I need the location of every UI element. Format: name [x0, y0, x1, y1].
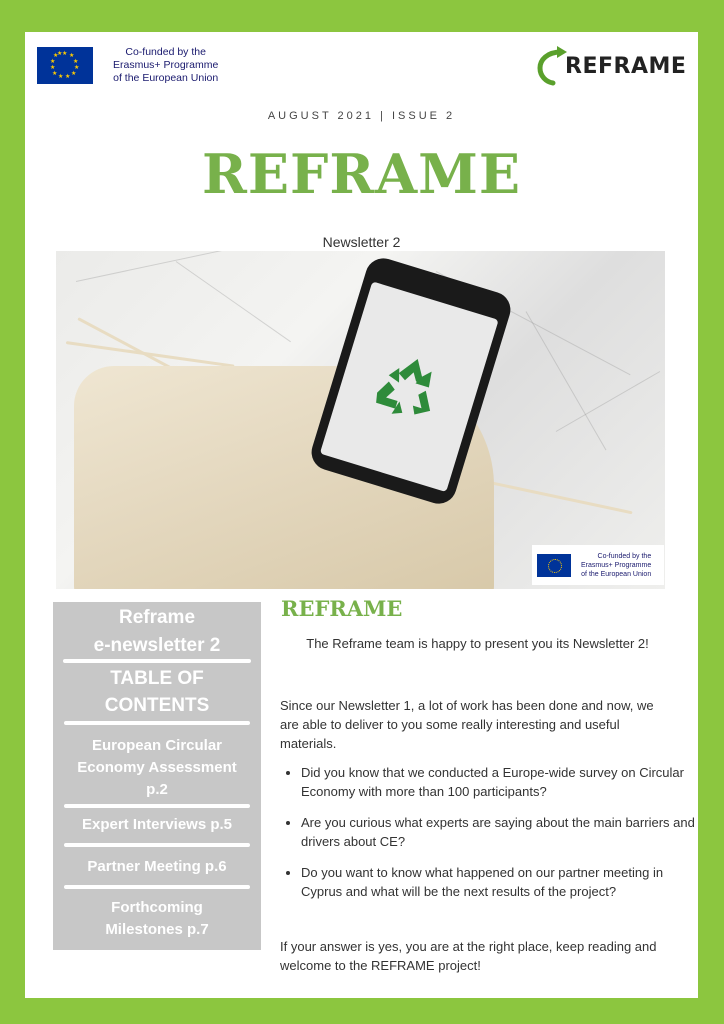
- toc-heading: TABLE OF: [110, 668, 204, 689]
- eu-flag-icon: [537, 554, 571, 577]
- hero-eu-line: of the European Union: [581, 570, 652, 578]
- brand-wordmark: REFRAME: [565, 53, 687, 79]
- section-title: REFRAME: [281, 596, 403, 621]
- toc-item[interactable]: [53, 897, 261, 941]
- table-of-contents: [53, 602, 261, 950]
- eu-flag-icon: ★ ★ ★ ★ ★ ★ ★ ★ ★ ★ ★ ★: [37, 47, 93, 84]
- toc-heading: e-newsletter 2: [93, 635, 221, 656]
- toc-heading: CONTENTS: [104, 695, 210, 716]
- list-item: • Do you want to know what happened on our partner meeting in Cyprus and what will be the next results of the project?: [301, 863, 698, 901]
- reframe-brand-logo: [537, 42, 687, 90]
- toc-item[interactable]: [53, 856, 261, 878]
- newsletter-subtitle: Newsletter 2: [322, 234, 401, 250]
- toc-divider: [64, 804, 250, 808]
- hero-eu-badge: [532, 545, 664, 585]
- list-item: • Did you know that we conducted a Europe-wide survey on Circular Economy with more than 100 participants?: [301, 763, 698, 801]
- newsletter-title: REFRAME: [201, 142, 522, 206]
- eu-funding-text: [113, 46, 218, 85]
- toc-divider: [63, 659, 251, 663]
- toc-heading: Reframe: [118, 607, 196, 628]
- toc-item-line: Forthcoming: [111, 899, 203, 916]
- hero-image: [56, 251, 665, 589]
- toc-item-line: Expert Interviews p.5: [81, 816, 233, 833]
- recycle-icon: [366, 343, 453, 430]
- paragraph-2: If your answer is yes, you are at the right place, keep reading and welcome to the REFRAME project!: [280, 939, 657, 973]
- green-arrow-icon: [537, 46, 567, 86]
- toc-item-line: Milestones p.7: [105, 921, 209, 938]
- toc-divider: [64, 885, 250, 889]
- toc-item-line: p.2: [146, 781, 168, 798]
- intro-text: The Reframe team is happy to present you its Newsletter 2!: [306, 636, 649, 651]
- paragraph-1: Since our Newsletter 1, a lot of work has been done and now, we are able to deliver to you some really interesting and useful materials.: [280, 698, 654, 751]
- hero-eu-line: Erasmus+ Programme: [581, 561, 652, 569]
- hero-eu-line: Co-funded by the: [597, 552, 652, 560]
- list-item: • Are you curious what experts are saying about the main barriers and drivers about CE?: [301, 813, 698, 851]
- toc-item[interactable]: [53, 814, 261, 836]
- toc-item-line: European Circular: [91, 737, 223, 754]
- toc-divider: [64, 721, 250, 725]
- eu-funding-line: Co-funded by the: [125, 46, 206, 58]
- eu-funding-line: of the European Union: [113, 72, 219, 84]
- toc-item[interactable]: [53, 735, 261, 801]
- issue-line: AUGUST 2021 | ISSUE 2: [267, 110, 456, 122]
- question-list: [281, 763, 698, 913]
- toc-item-line: Economy Assessment: [77, 759, 237, 776]
- toc-divider: [64, 843, 250, 847]
- eu-funding-line: Erasmus+ Programme: [113, 59, 219, 71]
- newsletter-page: [25, 32, 698, 998]
- toc-item-line: Partner Meeting p.6: [87, 858, 227, 875]
- eu-cofunded-logo: [37, 46, 218, 85]
